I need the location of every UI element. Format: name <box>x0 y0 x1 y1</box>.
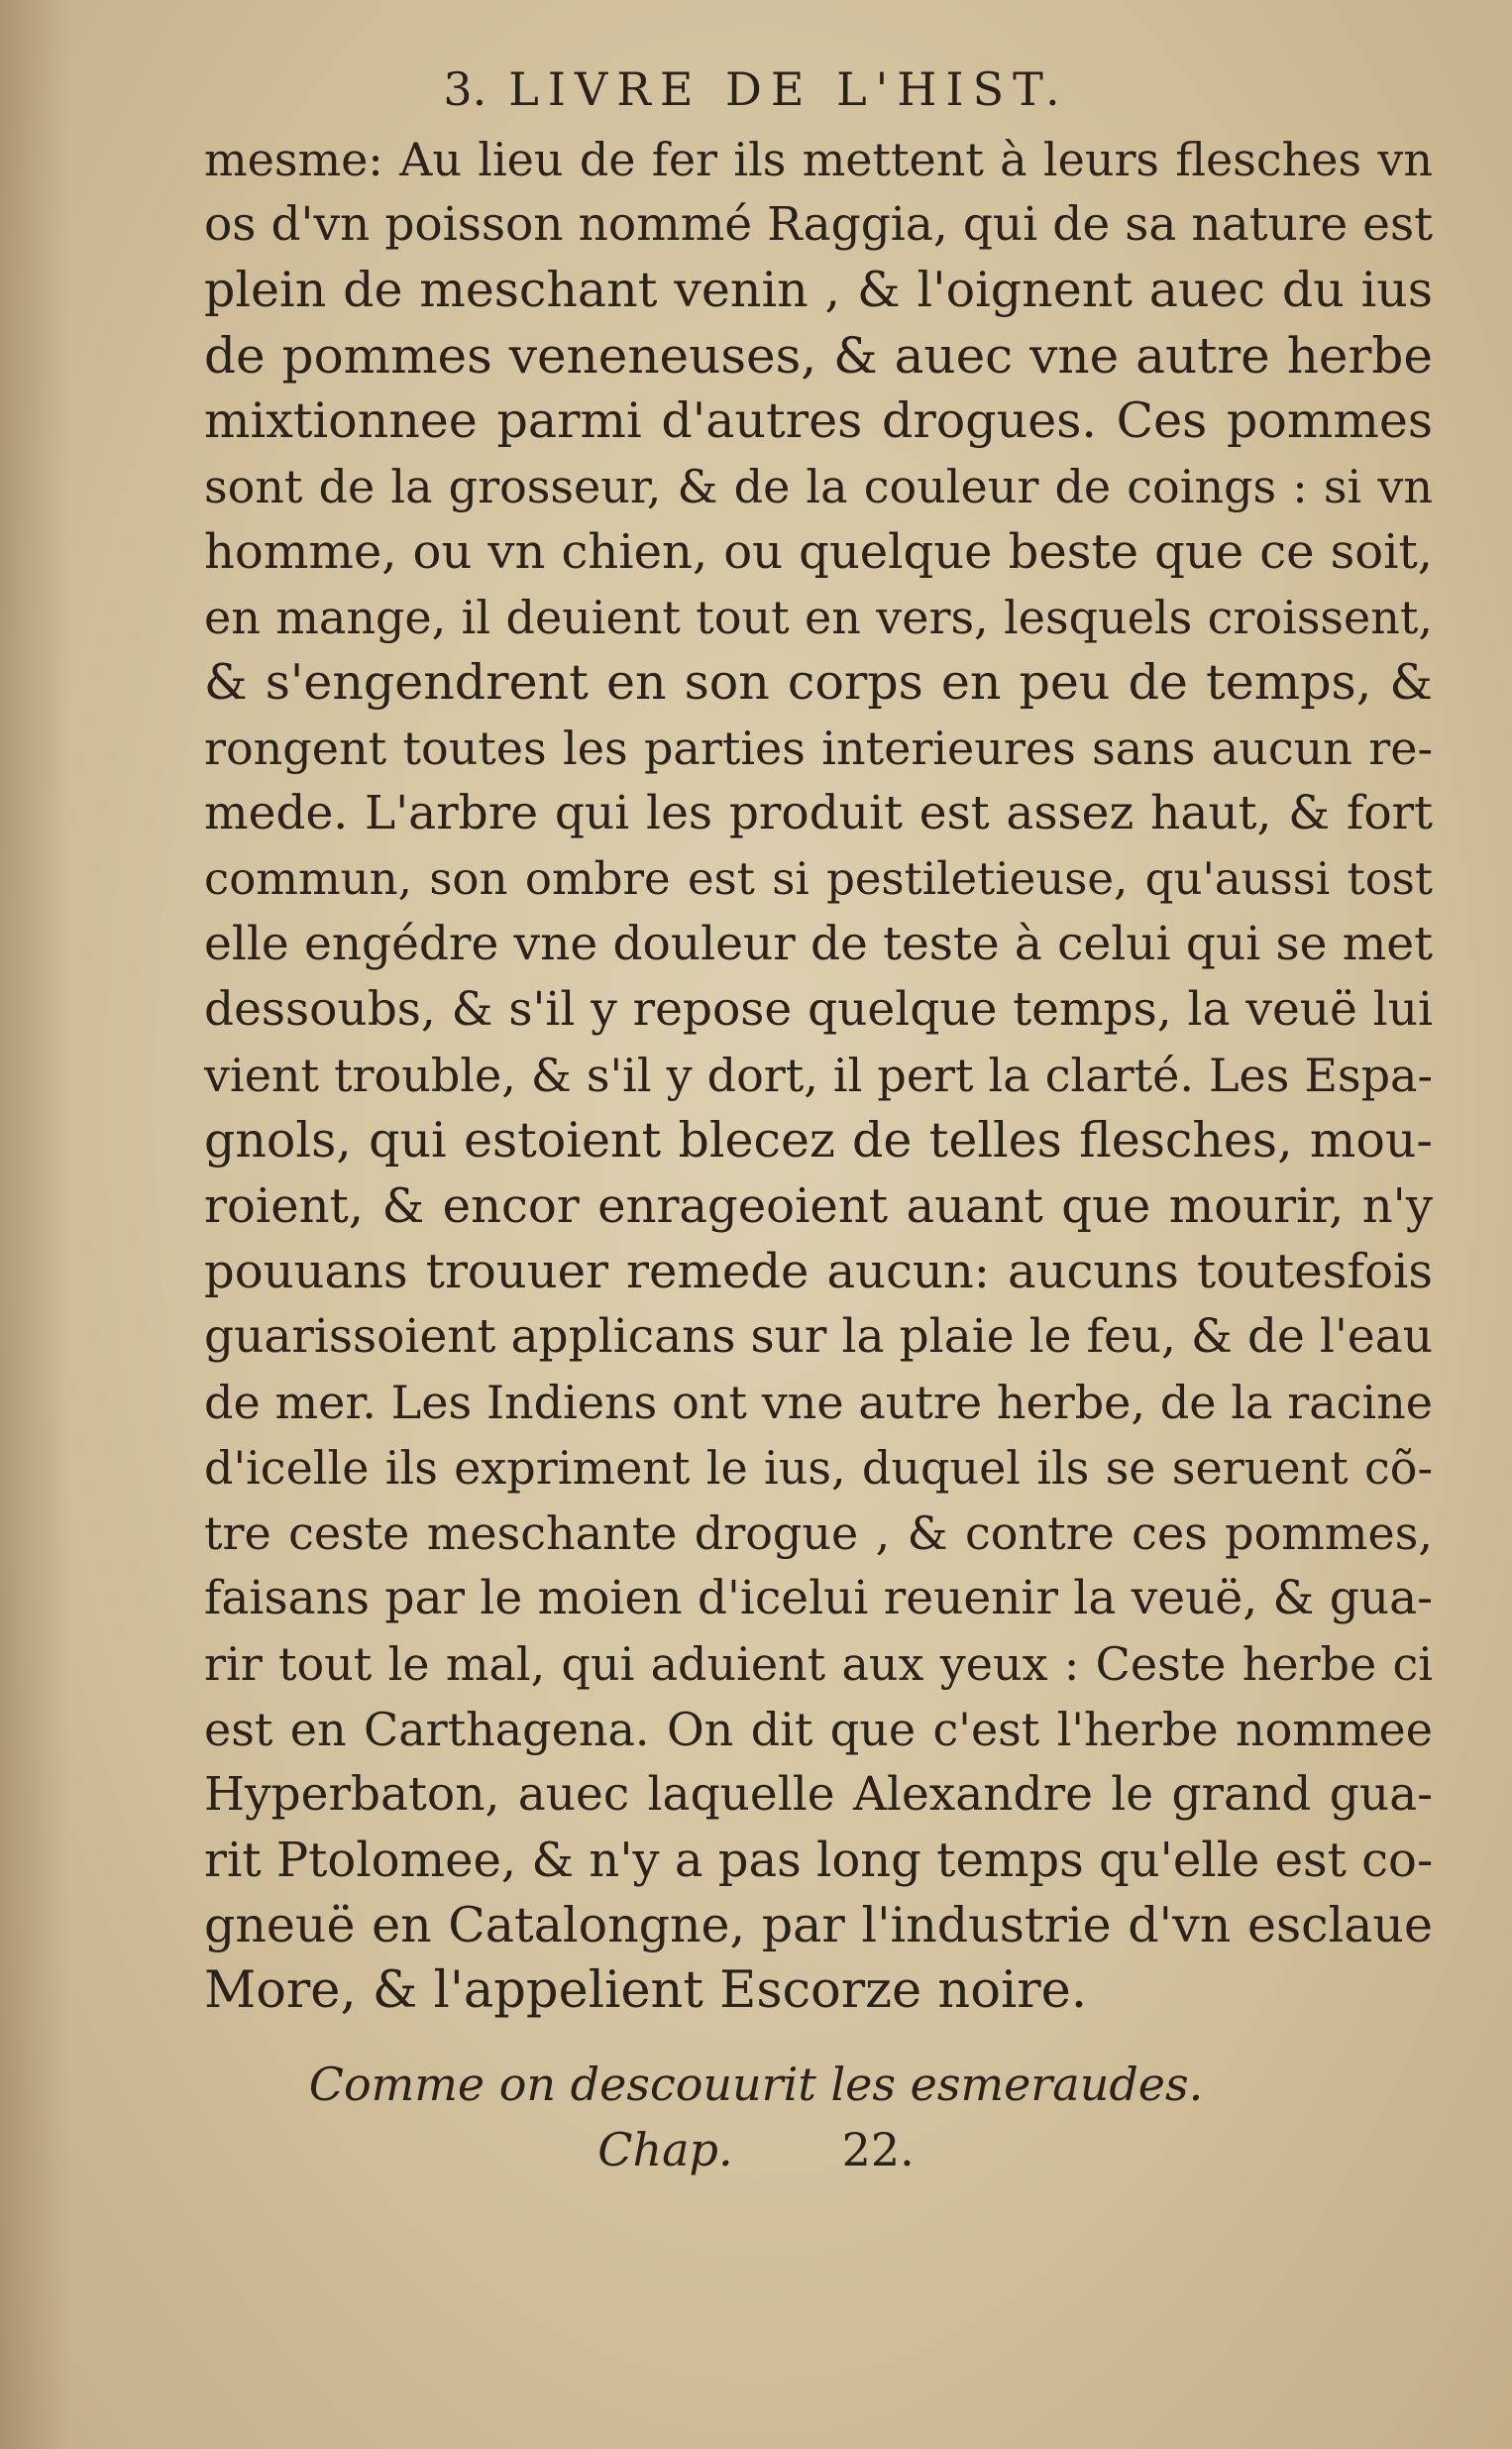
text-line: vient trouble, & s'il y dort, il pert la clarté. Les Espa- <box>204 1049 1433 1102</box>
running-head-title: LIVRE DE L'HIST. <box>508 62 1069 116</box>
text-line: elle engédre vne douleur de teste à celui qui se met <box>204 917 1433 971</box>
text-line: mesme: Au lieu de fer ils mettent à leurs flesches vn <box>204 133 1433 186</box>
text-line: mede. L'arbre qui les produit est assez haut, & fort <box>204 786 1433 840</box>
running-head <box>0 61 1512 117</box>
text-line: de mer. Les Indiens ont vne autre herbe, de la racine <box>204 1376 1433 1429</box>
text-line: d'icelle ils expriment le ius, duquel ils se seruent cõ- <box>204 1441 1433 1495</box>
chapter-label: Chap. <box>597 2123 733 2176</box>
text-line: dessoubs, & s'il y repose quelque temps, la veuë lui <box>204 982 1433 1037</box>
text-line: commun, son ombre est si pestiletieuse, qu'aussi tost <box>204 852 1433 905</box>
text-line: rir tout le mal, qui aduient aux yeux : Ceste herbe ci <box>204 1637 1433 1691</box>
chapter-number-line <box>0 2117 1512 2182</box>
text-line: faisans par le moien d'icelui reuenir la veuë, & gua- <box>204 1571 1433 1625</box>
text-line: & s'engendrent en son corps en peu de temps, & <box>204 654 1433 711</box>
text-line: guarissoient applicans sur la plaie le feu, & de l'eau <box>204 1309 1433 1364</box>
text-line: tre ceste meschante drogue , & contre ces pommes, <box>204 1506 1433 1560</box>
text-line: sont de la grosseur, & de la couleur de coings : si vn <box>204 460 1433 513</box>
text-line: rongent toutes les parties interieures sans aucun re- <box>204 722 1433 775</box>
text-line: More, & l'appelient Escorze noire. <box>204 1961 1088 2020</box>
text-line: gnols, qui estoient bleсez de telles flesches, mou- <box>204 1112 1433 1169</box>
text-line: homme, ou vn chien, ou quelque beste que ce soit, <box>204 524 1433 580</box>
text-line: pouuans trouuer remede aucun: aucuns toutesfois <box>204 1244 1433 1299</box>
text-line: en mange, il deuient tout en vers, lesquels croissent, <box>204 591 1433 644</box>
text-line: est en Carthagena. On dit que c'est l'herbe nommee <box>204 1703 1433 1756</box>
text-line: roient, & encor enrageoient auant que mourir, n'y <box>204 1178 1433 1234</box>
text-line: rit Ptolomee, & n'y a pas long temps qu'elle est co- <box>204 1833 1434 1888</box>
body-text <box>204 127 1433 2024</box>
page-folio: 3. <box>443 62 487 116</box>
chapter-heading <box>0 2052 1512 2182</box>
text-line: plein de meschant venin , & l'oignent auec du ius <box>204 262 1433 318</box>
text-line: de pommes veneneuses, & auec vne autre herbe <box>204 327 1433 385</box>
text-line: mixtionnee parmi d'autres drogues. Ces pommes <box>204 392 1433 449</box>
text-line: Hyperbaton, auec laquelle Alexandre le grand gua- <box>204 1767 1433 1822</box>
chapter-title: Comme on descouurit les esmeraudes. <box>308 2058 1204 2111</box>
chapter-number: 22. <box>841 2123 915 2176</box>
text-line: os d'vn poisson nommé Raggia, qui de sa nature est <box>204 197 1433 252</box>
text-line: gneuë en Catalongne, par l'industrie d'vn esclaue <box>204 1897 1433 1953</box>
